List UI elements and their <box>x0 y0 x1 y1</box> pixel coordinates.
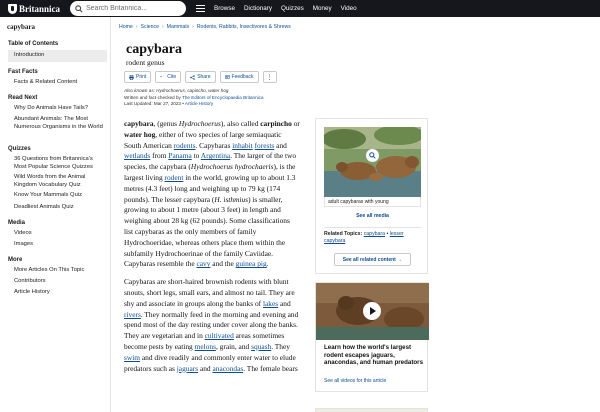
feedback-icon <box>225 75 230 80</box>
britannica-logo[interactable] <box>8 2 60 15</box>
quote-icon <box>160 75 165 80</box>
nav-browse[interactable]: Browse <box>214 5 235 12</box>
next-card-preview <box>315 408 428 412</box>
share-label: Share <box>197 74 211 80</box>
sidebar-heading-read-next: Read Next <box>8 95 38 101</box>
article-toolbar <box>124 71 277 83</box>
link-rodent[interactable]: rodent <box>164 172 184 182</box>
breadcrumb-mammals[interactable]: Mammals <box>166 24 190 30</box>
sidebar-item-abundant-animals[interactable]: Abundant Animals: The Most Numerous Organisms in the World <box>14 116 103 130</box>
sidebar-item-wild-words[interactable]: Wild Words from the Animal Kingdom Vocabulary Quiz <box>14 174 86 188</box>
cite-button[interactable] <box>155 71 181 83</box>
link-forests[interactable]: forests <box>254 140 275 150</box>
link-melons[interactable]: melons <box>194 341 216 351</box>
link-anacondas[interactable]: anacondas <box>212 363 244 373</box>
breadcrumb-science[interactable]: Science <box>140 24 159 30</box>
related-topics: Related Topics: capybara • lesser capybara <box>324 231 404 244</box>
chevron-right-icon: › <box>192 24 194 30</box>
video-thumbnail[interactable] <box>316 283 429 340</box>
sidebar-heading-media: Media <box>8 220 26 226</box>
sidebar-heading-fast-facts: Fast Facts <box>8 69 38 75</box>
share-icon <box>190 75 195 80</box>
page-subtitle: rodent genus <box>126 58 165 67</box>
also-known-as: Also known as: Hydrochoerus, capincho, water hog <box>124 88 229 93</box>
search-icon <box>75 5 83 13</box>
feedback-label: Feedback <box>231 74 254 80</box>
sidebar-item-more-articles[interactable]: More Articles On This Topic <box>14 267 85 273</box>
article-body <box>124 119 300 381</box>
print-button[interactable] <box>124 71 151 83</box>
logo-text: Britannica <box>19 3 61 14</box>
sidebar-item-introduction[interactable]: Introduction <box>8 50 107 62</box>
link-squash[interactable]: squash <box>251 341 272 351</box>
sidebar-item-contributors[interactable]: Contributors <box>14 278 46 284</box>
sidebar-item-facts[interactable]: Facts & Related Content <box>14 79 78 85</box>
breadcrumb-home[interactable]: Home <box>119 24 133 30</box>
sidebar-item-videos[interactable]: Videos <box>14 230 32 236</box>
sidebar-heading-quizzes: Quizzes <box>8 146 31 152</box>
breadcrumb <box>119 24 291 30</box>
sidebar-item-animal-tails[interactable]: Why Do Animals Have Tails? <box>14 105 88 111</box>
sidebar-item-deadliest-animals[interactable]: Deadliest Animals Quiz <box>14 204 74 210</box>
article-sidebar <box>0 17 111 412</box>
written-by: Written and fact-checked by The Editors of Encyclopaedia Britannica <box>124 95 264 100</box>
more-options-button[interactable] <box>263 71 277 83</box>
see-all-related-button[interactable]: See all related content → <box>334 253 411 266</box>
link-jaguars[interactable]: jaguars <box>176 363 199 373</box>
breadcrumb-rodents[interactable]: Rodents, Rabbits, Insectivores & Shrews <box>196 24 291 30</box>
capybara-photo[interactable] <box>324 127 421 197</box>
video-title[interactable]: Learn how the world's largest rodent escapes jaguars, anacondas, and human predators <box>324 344 424 367</box>
editors-link[interactable]: The Editors of Encyclopaedia Britannica <box>182 95 264 100</box>
chevron-right-icon: › <box>161 24 164 30</box>
chevron-right-icon: › <box>135 24 138 30</box>
link-cultivated[interactable]: cultivated <box>204 331 234 341</box>
sidebar-item-science-quizzes[interactable]: 36 Questions from Britannica's Most Popular Science Quizzes <box>14 156 93 170</box>
link-wetlands[interactable]: wetlands <box>124 151 151 161</box>
nav-money[interactable]: Money <box>312 5 332 12</box>
sidebar-item-mammals-quiz[interactable]: Know Your Mammals Quiz <box>14 192 82 198</box>
video-card[interactable] <box>315 282 428 392</box>
link-cavy[interactable]: cavy <box>196 259 211 269</box>
sidebar-title: capybara <box>7 23 35 31</box>
media-caption: adult capybaras with young <box>324 197 421 207</box>
link-panama[interactable]: Panama <box>168 151 192 161</box>
link-inhabit[interactable]: inhabit <box>232 140 253 150</box>
play-icon[interactable] <box>363 302 381 320</box>
link-lakes[interactable]: lakes <box>262 298 279 308</box>
see-all-media-link[interactable]: See all media <box>356 213 389 219</box>
sidebar-item-article-history[interactable]: Article History <box>14 289 50 295</box>
top-nav <box>196 0 357 17</box>
search-input[interactable] <box>86 3 181 15</box>
divider <box>324 227 421 228</box>
thistle-logo-icon <box>8 4 17 14</box>
last-updated: Last Updated: Mar 27, 2023 • Article History <box>124 101 214 106</box>
zoom-icon[interactable] <box>366 149 379 162</box>
printer-icon <box>129 75 134 80</box>
paragraph-intro: capybara, (genus Hydrochoerus), also called carpincho or water hog, either of two species of large semiaquatic South American rodents. Capybaras inhabit forests and wetlands from Panama to Argentina. The larger of the two species, the capybara (Hydrochoerus hydrochaeris), is the largest living rodent in the world, growing up to about 1.3 metres (4.3 feet) long and weighing up to 79 kg (174 pounds). The lesser capybara (H. isthmius) is smaller, growing to about 1 metre (about 3 feet) in length and weighing about 28 kg (62 pounds). Some classifications list capybaras as the only members of family Hydrochoeridae, whereas others place them within the subfamily Hydrochoerinae of the family Caviidae. Capybaras resemble the cavy and the guinea pig. <box>124 119 300 269</box>
page-title: capybara <box>126 42 182 57</box>
more-vertical-icon: ⋮ <box>266 74 273 81</box>
feedback-button[interactable] <box>220 71 259 83</box>
media-card <box>315 118 428 274</box>
sidebar-heading-toc: Table of Contents <box>8 41 59 47</box>
sidebar-heading-more: More <box>8 257 23 263</box>
link-swim[interactable]: swim <box>124 352 141 362</box>
print-label: Print <box>136 74 147 80</box>
link-argentina[interactable]: Argentina <box>200 151 231 161</box>
svg-text:": " <box>160 75 163 80</box>
link-rodents[interactable]: rodents <box>173 140 196 150</box>
share-button[interactable] <box>185 71 215 83</box>
related-capybara-link[interactable]: capybara <box>363 231 386 237</box>
link-rivers[interactable]: rivers <box>124 309 141 319</box>
cite-label: Cite <box>167 74 177 80</box>
link-guinea-pig[interactable]: guinea pig <box>235 259 267 269</box>
nav-video[interactable]: Video <box>340 5 357 12</box>
paragraph-description: Capybaras are short-haired brownish rodents with blunt snouts, short legs, small ears, and almost no tail. They are shy and associate in groups along the banks of lakes and rivers. They normally feed in the morning and evening and spend most of the day resting under cover along the banks. They are vegetarian and in cultivated areas sometimes become pests by eating melons, grain, and squash. They swim and dive readily and commonly enter water to elude predators such as jaguars and anacondas. The female bears <box>124 277 299 373</box>
menu-icon[interactable] <box>196 5 205 12</box>
nav-dictionary[interactable]: Dictionary <box>244 5 272 12</box>
see-all-videos-link[interactable]: See all videos for this article <box>324 378 387 384</box>
sidebar-item-images[interactable]: Images <box>14 241 34 247</box>
related-lesser-capybara-link[interactable]: lesser capybara <box>324 231 404 244</box>
top-bar <box>0 0 600 17</box>
search-box[interactable] <box>70 1 186 16</box>
nav-quizzes[interactable]: Quizzes <box>281 5 304 12</box>
article-history-link[interactable]: Article History <box>184 101 214 106</box>
